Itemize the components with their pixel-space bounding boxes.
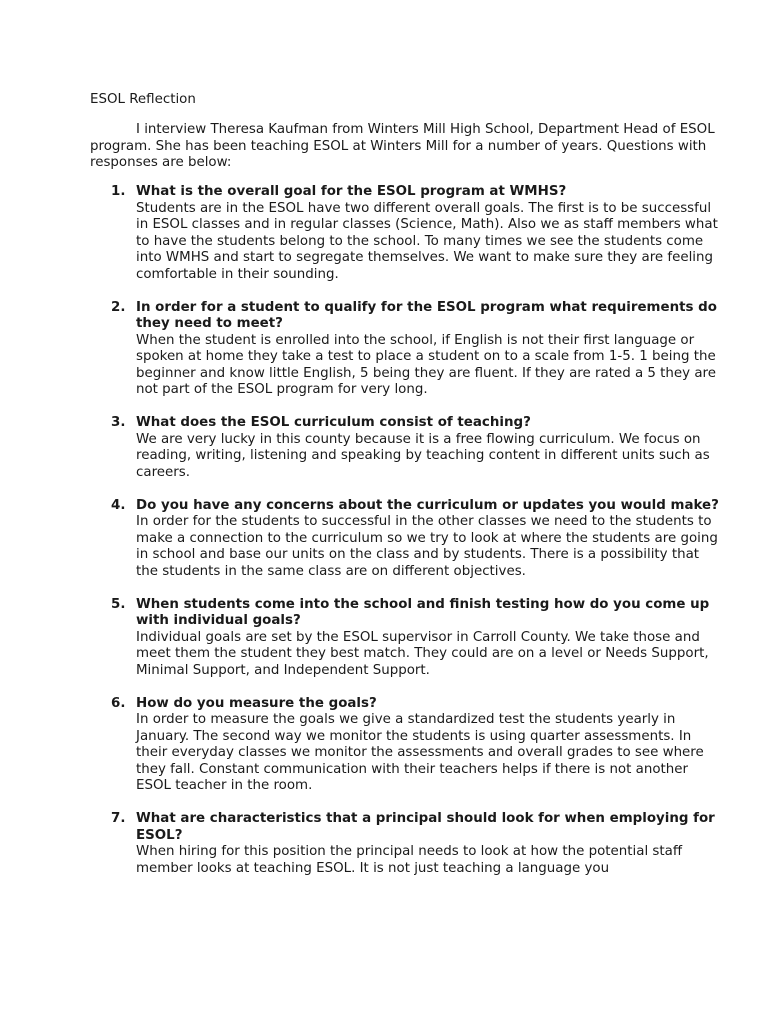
answer-text: In order for the students to successful in the other classes we need to the students to make a connection to the curriculum so we try to look at where the students are going in school and base our units on the class and by students. There is a possibility that the students in the same class are on different objectives.: [136, 514, 718, 579]
question-text: What is the overall goal for the ESOL program at WMHS?: [136, 184, 567, 199]
question-text: Do you have any concerns about the curriculum or updates you would make?: [136, 497, 719, 513]
question-item-5: [90, 597, 720, 680]
question-item-6: [90, 696, 720, 795]
question-number: 3.: [111, 415, 126, 430]
document-title: ESOL Reflection: [90, 92, 196, 107]
question-text: In order for a student to qualify for the ESOL program what requirements do they need to meet?: [136, 299, 717, 331]
question-number: 4.: [111, 497, 126, 513]
intro-paragraph: I interview Theresa Kaufman from Winters Mill High School, Department Head of ESOL program. She has been teaching ESOL at Winters Mill for a number of years. Questions with responses are below:: [90, 122, 715, 170]
answer-text: In order to measure the goals we give a standardized test the students yearly in January. The second way we monitor the students is using quarter assessments. In their everyday classes we monitor the assessments and overall grades to see where they fall. Constant communication with their teachers helps if there is not another ESOL teacher in the room.: [136, 712, 704, 793]
question-number: 6.: [111, 695, 126, 711]
question-number: 1.: [111, 184, 126, 199]
question-number: 2.: [111, 299, 126, 315]
question-item-3: [90, 415, 720, 481]
question-item-7: [90, 811, 720, 877]
answer-text: We are very lucky in this county because it is a free flowing curriculum. We focus on reading, writing, listening and speaking by teaching content in different units such as careers.: [136, 431, 710, 480]
question-item-2: [90, 300, 720, 399]
question-text: How do you measure the goals?: [136, 695, 377, 711]
question-number: 5.: [111, 596, 126, 612]
question-item-4: [90, 498, 720, 581]
question-list: [90, 184, 720, 894]
answer-text: When the student is enrolled into the school, if English is not their first language or spoken at home they take a test to place a student on to a scale from 1-5. 1 being the beginner and know little English, 5 being they are fluent. If they are rated a 5 they are not part of the ESOL program for very long.: [136, 332, 716, 397]
answer-text: When hiring for this position the principal needs to look at how the potential staff member looks at teaching ESOL. It is not just teaching a language you: [136, 844, 683, 876]
answer-text: Individual goals are set by the ESOL supervisor in Carroll County. We take those and meet them the student they best match. They could are on a level or Needs Support, Minimal Support, and Independent Support.: [136, 629, 709, 678]
question-item-1: [90, 184, 720, 283]
answer-text: Students are in the ESOL have two different overall goals. The first is to be successful in ESOL classes and in regular classes (Science, Math). Also we as staff members what to have the students belong to the school. To many times we see the students come into WMHS and start to segregate themselves. We want to make sure they are feeling comfortable in their sounding.: [136, 200, 718, 282]
question-text: When students come into the school and finish testing how do you come up with individual goals?: [136, 596, 710, 628]
question-text: What are characteristics that a principal should look for when employing for ESOL?: [136, 811, 715, 843]
question-text: What does the ESOL curriculum consist of teaching?: [136, 415, 531, 430]
question-number: 7.: [111, 811, 126, 826]
